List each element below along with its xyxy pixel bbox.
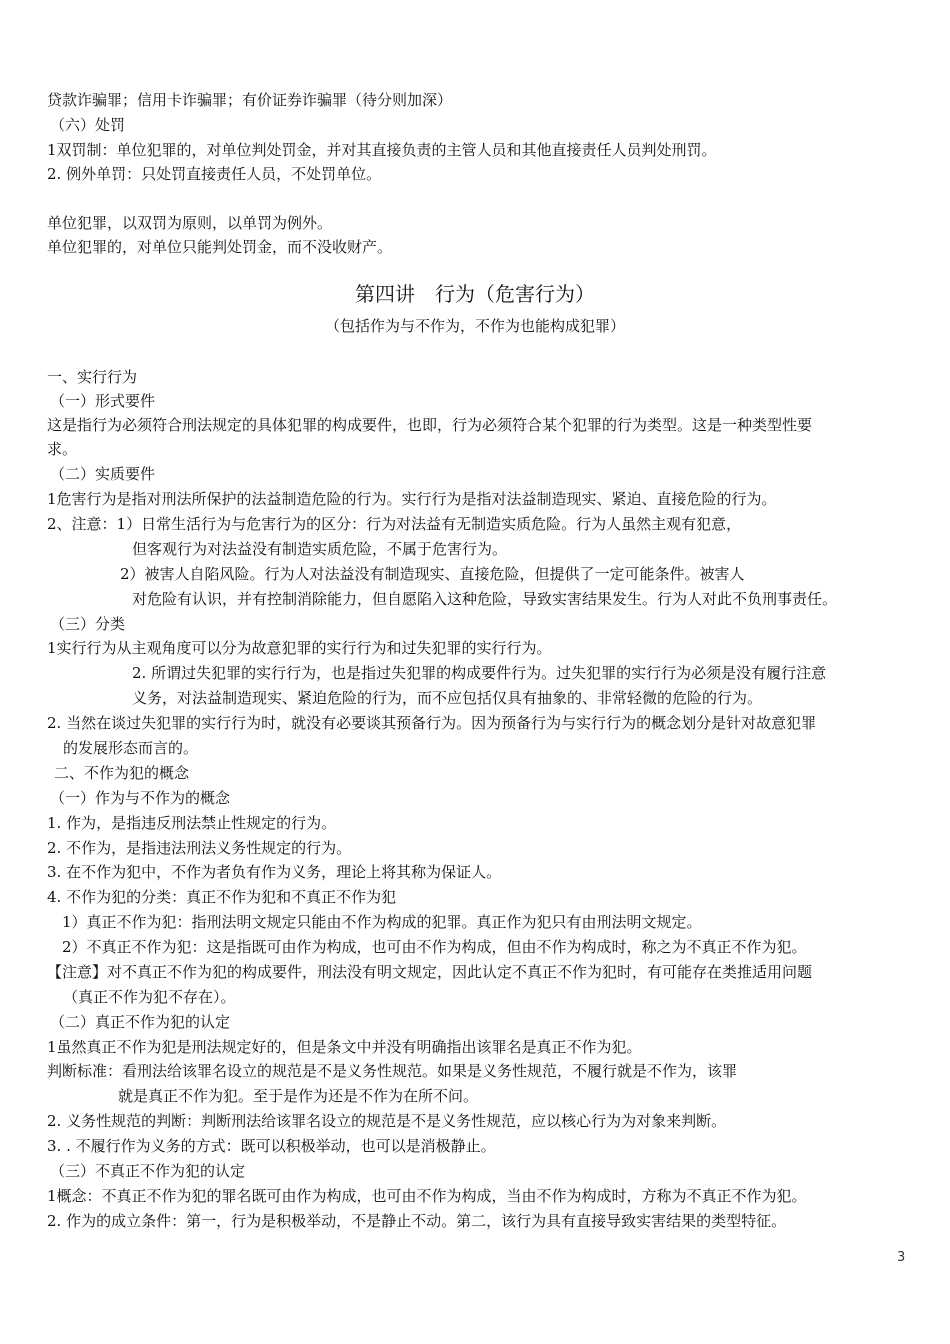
note-line: 【注意】对不真正不作为犯的构成要件，刑法没有明文规定，因此认定不真正不作为犯时，有可能存在类推适用问题 (47, 963, 813, 981)
subsection-heading: （一）作为与不作为的概念 (50, 789, 231, 807)
text-line: 义务，对法益制造现实、紧迫危险的行为，而不应包括仅具有抽象的、非常轻微的危险的行为。 (132, 689, 763, 707)
lecture-subtitle: （包括作为与不作为，不作为也能构成犯罪） (324, 317, 625, 335)
text-line: 3. 在不作为犯中，不作为者负有作为义务，理论上将其称为保证人。 (47, 863, 502, 881)
text-line: 求。 (47, 440, 78, 458)
text-line: 2）不真正不作为犯：这是指既可由作为构成，也可由不作为构成，但由不作为构成时，称之为不真正不作为犯。 (62, 938, 807, 956)
text-line: 单位犯罪的，对单位只能判处罚金，而不没收财产。 (47, 238, 393, 256)
section-heading: 二、不作为犯的概念 (54, 764, 190, 782)
text-line: 就是真正不作为犯。至于是作为还是不作为在所不问。 (118, 1087, 479, 1105)
text-line: 的发展形态而言的。 (63, 739, 199, 757)
text-line: 3. . 不履行作为义务的方式：既可以积极举动，也可以是消极静止。 (47, 1137, 496, 1155)
subsection-heading: （一）形式要件 (50, 392, 156, 410)
section-heading: 一、实行行为 (47, 368, 138, 386)
text-line: 4. 不作为犯的分类：真正不作为犯和不真正不作为犯 (47, 888, 397, 906)
subsection-heading: （三）分类 (50, 615, 126, 633)
section-heading: （六）处罚 (50, 116, 126, 134)
text-line: 2. 义务性规范的判断：判断刑法给该罪名设立的规范是不是义务性规范，应以核心行为为对象来判断。 (47, 1112, 727, 1130)
text-line: 判断标准：看刑法给该罪名设立的规范是不是义务性规范。如果是义务性规范，不履行就是不作为，该罪 (47, 1062, 738, 1080)
subsection-heading: （三）不真正不作为犯的认定 (50, 1162, 246, 1180)
text-line: 但客观行为对法益没有制造实质危险，不属于危害行为。 (132, 540, 508, 558)
text-line: 1危害行为是指对刑法所保护的法益制造危险的行为。实行行为是指对法益制造现实、紧迫、直接危险的行为。 (47, 490, 777, 508)
text-line: 1实行行为从主观角度可以分为故意犯罪的实行行为和过失犯罪的实行行为。 (47, 639, 552, 657)
subsection-heading: （二）实质要件 (50, 465, 156, 483)
text-line: 2. 不作为，是指违法刑法义务性规定的行为。 (47, 839, 352, 857)
text-line: 2. 所谓过失犯罪的实行行为，也是指过失犯罪的构成要件行为。过失犯罪的实行行为必须是没有履行注意 (132, 664, 827, 682)
text-line: 1概念：不真正不作为犯的罪名既可由作为构成，也可由不作为构成，当由不作为构成时，方称为不真正不作为犯。 (47, 1187, 807, 1205)
subsection-heading: （二）真正不作为犯的认定 (50, 1013, 231, 1031)
text-line: 1. 作为，是指违反刑法禁止性规定的行为。 (47, 814, 337, 832)
text-line: 2、注意：1）日常生活行为与危害行为的区分：行为对法益有无制造实质危险。行为人虽然主观有犯意， (47, 515, 742, 533)
text-line: 贷款诈骗罪；信用卡诈骗罪；有价证券诈骗罪（待分则加深） (47, 91, 453, 109)
text-line: 2. 作为的成立条件：第一，行为是积极举动，不是静止不动。第二，该行为具有直接导致实害结果的类型特征。 (47, 1212, 787, 1230)
text-line: 1）真正不作为犯：指刑法明文规定只能由不作为构成的犯罪。真正作为犯只有由刑法明文规定。 (62, 913, 702, 931)
text-line: 1双罚制：单位犯罪的，对单位判处罚金，并对其直接负责的主管人员和其他直接责任人员判处刑罚。 (47, 141, 717, 159)
lecture-title: 第四讲 行为（危害行为） (355, 282, 595, 306)
text-line: 对危险有认识，并有控制消除能力，但自愿陷入这种危险，导致实害结果发生。行为人对此不负刑事责任。 (132, 590, 838, 608)
text-line: 1虽然真正不作为犯是刑法规定好的，但是条文中并没有明确指出该罪名是真正不作为犯。 (47, 1038, 642, 1056)
text-line: 2）被害人自陷风险。行为人对法益没有制造现实、直接危险，但提供了一定可能条件。被害人 (120, 565, 745, 583)
page-number: 3 (897, 1250, 906, 1265)
text-line: 2. 当然在谈过失犯罪的实行行为时，就没有必要谈其预备行为。因为预备行为与实行行为的概念划分是针对故意犯罪 (47, 714, 817, 732)
text-line: 这是指行为必须符合刑法规定的具体犯罪的构成要件，也即，行为必须符合某个犯罪的行为类型。这是一种类型性要 (47, 416, 813, 434)
text-line: 单位犯罪，以双罚为原则，以单罚为例外。 (47, 214, 333, 232)
text-line: （真正不作为犯不存在）。 (63, 988, 236, 1006)
text-line: 2. 例外单罚：只处罚直接责任人员，不处罚单位。 (47, 165, 382, 183)
